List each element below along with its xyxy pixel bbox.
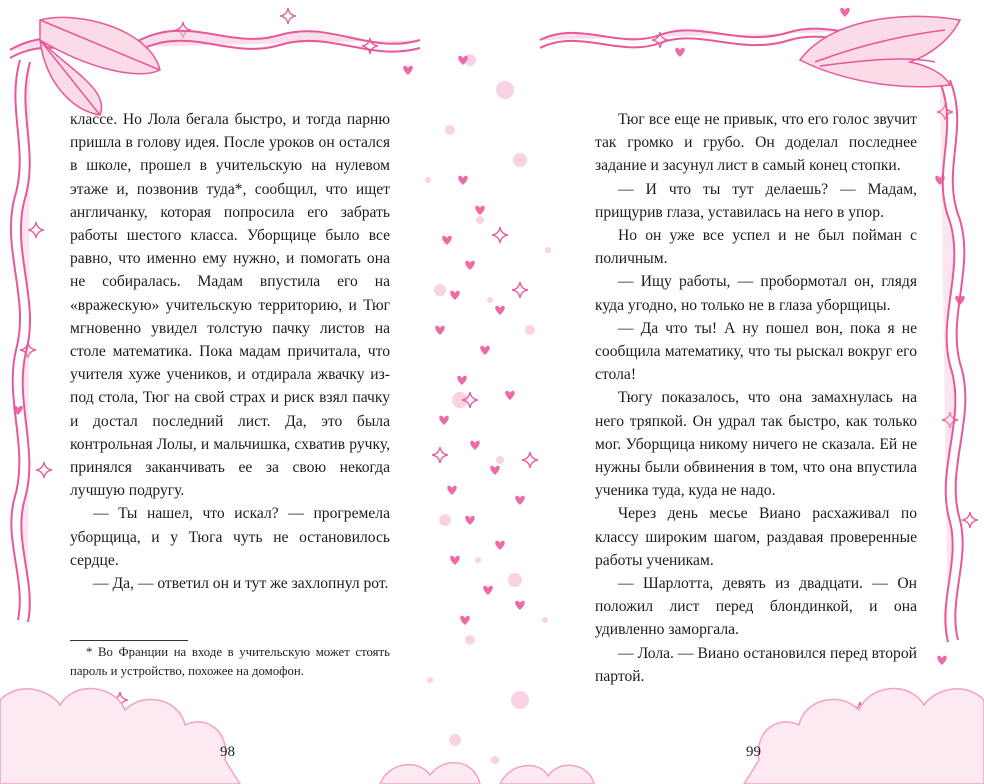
right-page-text [595, 108, 917, 688]
paragraph: — И что ты тут делаешь? — Мадам, прищурив глаза, уставилась на него в упор. [595, 180, 917, 221]
footnote-rule [70, 640, 188, 641]
paragraph: — Лола. — Виано остановился перед второй партой. [595, 644, 917, 685]
paragraph: классе. Но Лола бегала быстро, и тогда парню пришла в голову идея. После уроков он остался в школе, прошел в учительскую на нулевом этаже и, позвонив туда*, сообщил, что ищет англичанку, которая попросила его забрать работы шестого класса. Уборщице было все равно, что именно ему нужно, и помогать она не собиралась. Мадам впустила его на «вражескую» учительскую территорию, и Тюг мгновенно увидел толстую пачку листов на столе математика. Пока мадам причитала, что учителя хуже учеников, и отдирала жвачку из-под стола, Тюг на свой страх и риск взял пачку и достал последний лист. Да, это была контрольная Лолы, и мальчишка, схватив ручку, принялся заканчивать ее за свою некогда лучшую подругу. [70, 111, 390, 500]
paragraph: Через день месье Виано расхаживал по классу широким шагом, раздавая проверенные работы ученикам. [595, 505, 917, 569]
paragraph: — Ты нашел, что искал? — прогремела уборщица, и у Тюга чуть не остановилось сердце. [70, 505, 390, 569]
paragraph: — Да, — ответил он и тут же захлопнул рот. [93, 575, 389, 593]
angel-wing [800, 16, 960, 86]
gutter-sparkle-dots [425, 54, 551, 764]
paragraph: Тюгу показалось, что она замахнулась на него тряпкой. Он удрал так быстро, как только мог. Уборщица никому ничего не сказала. Ей не нужны были обвинения в том, что она впустила ученика туда, куда не надо. [595, 389, 917, 500]
page-number-left: 98 [220, 744, 235, 760]
paragraph: — Да что ты! А ну пошел вон, пока я не сообщила математику, что ты рыскал вокруг его стола! [595, 319, 917, 384]
page-number-right: 99 [746, 744, 761, 760]
paragraph: — Шарлотта, девять из двадцати. — Он положил лист перед блондинкой, и она удивленно заморгала. [595, 575, 917, 639]
fairy-wing [40, 17, 160, 115]
footnote: * Во Франции на входе в учительскую может стоять пароль и устройство, похожее на домофон. [70, 645, 390, 678]
paragraph: Но он уже все успел и не был пойман с поличным. [595, 227, 917, 268]
cloud-border [0, 689, 984, 784]
left-page-text [70, 108, 390, 595]
paragraph: Тюг все еще не привык, что его голос звучит так громко и грубо. Он доделал последнее задание и засунул лист в самый конец стопки. [595, 111, 917, 175]
paragraph: — Ищу работы, — пробормотал он, глядя куда угодно, но только не в глаза уборщицы. [595, 273, 917, 314]
